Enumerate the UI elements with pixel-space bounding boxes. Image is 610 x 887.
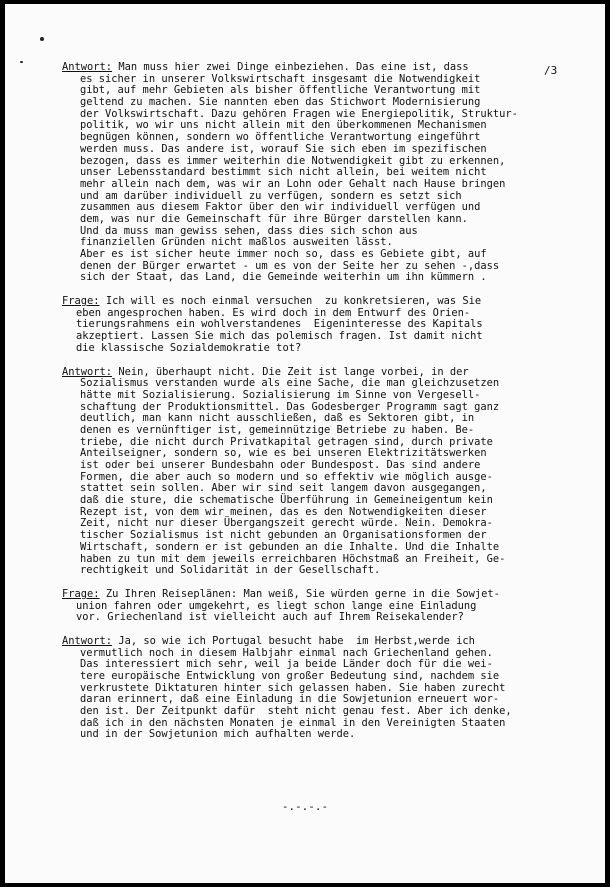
line-text: Zeit, nicht nur dieser Übergangszeit gerecht würde. Nein. Demokra-	[80, 517, 493, 530]
line-text: tere europäische Entwicklung von großer Bedeutung sind, nachdem sie	[80, 670, 500, 682]
line-text: triebe, die nicht durch Privatkapital getragen sind, durch private	[80, 435, 493, 448]
line-text: union fahren oder umgekehrt, es liegt schon lange eine Einladung	[76, 599, 477, 612]
line-text: Rezept ist, von dem wir meinen, das es den Notwendigkeiten dieser	[80, 505, 487, 518]
line-text: der Volkswirtschaft. Dazu gehören Fragen wie Energiepolitik, Struktur-	[80, 107, 518, 120]
line-text: begnügen können, sondern wo öffentliche Verantwortung eingeführt	[80, 131, 481, 144]
line-text: sich der Staat, das Land, die Gemeinde weiterhin um ihn kümmern .	[80, 271, 487, 284]
line-text: eben angesprochen haben. Es wird doch in dem Entwurf des Orien-	[76, 306, 471, 319]
line-text: es sicher in unserer Volkswirtschaft insgesamt die Notwendigkeit	[80, 72, 481, 85]
line-text: vor. Griechenland ist vielleicht auch auf Ihrem Reisekalender?	[76, 611, 464, 624]
line-text: tischer Sozialismus ist nicht gebunden an Organisationsformen der	[80, 529, 487, 542]
line-text: werden muss. Das andere ist, worauf Sie sich eben im spezifischen	[80, 142, 487, 155]
line-text: Das interessiert mich sehr, weil ja beide Länder doch für die wei-	[80, 658, 493, 671]
answer-block	[62, 62, 562, 284]
line-text: Sozialismus verstanden wurde als eine Sache, die man gleichzusetzen	[80, 377, 500, 390]
line-text: geltend zu machen. Sie nannten eben das Stichwort Modernisierung	[80, 96, 481, 109]
line-text: Ich will es noch einmal versuchen zu konkretsieren, was Sie	[105, 295, 482, 308]
line-text: bezogen, dass es immer weiterhin die Notwendigkeit gibt zu erkennen,	[80, 154, 506, 167]
line-text: gibt, auf mehr Gebieten als bisher öffentliche Verantwortung mit	[80, 84, 481, 97]
line-text: den ist. Der Zeitpunkt dafür steht nicht genau fest. Aber ich denke,	[80, 705, 512, 718]
line-text: ist oder bei unserer Bundesbahn oder Bundespost. Das sind andere	[80, 459, 481, 471]
speaker-label: Antwort:	[62, 61, 113, 73]
line-text: daran erinnert, daß eine Einladung in die Sowjetunion erneuert wor-	[80, 693, 500, 706]
text-line	[62, 612, 562, 624]
speaker-label: Frage:	[62, 587, 100, 600]
text-line	[62, 729, 562, 741]
scan-speck	[20, 61, 23, 63]
line-text: Anteilseigner, sondern so, wie es bei unseren Elektrizitätswerken	[80, 447, 487, 460]
page-number: /3	[544, 64, 558, 77]
line-text: und in der Sowjetunion mich aufhalten werde.	[80, 728, 356, 741]
line-text: zusammen aus diesem Faktor über den wir individuell verfügen und	[80, 201, 481, 214]
end-mark: -.-.-.-	[281, 800, 329, 813]
line-text: politik, wo wir uns nicht allein mit den überkommenen Mechanismen	[80, 119, 487, 132]
question-block	[62, 296, 562, 354]
scan-speck	[40, 37, 44, 41]
answer-block	[62, 636, 562, 741]
speaker-label: Antwort:	[62, 634, 113, 647]
text-line	[62, 272, 562, 284]
line-text: Aber es ist sicher heute immer noch so, dass es Gebiete gibt, auf	[80, 248, 487, 260]
line-text: daß die sture, die schematische Überführung in Gemeineigentum kein	[80, 494, 493, 507]
line-text: mehr allein nach dem, was wir an Lohn oder Gehalt nach Hause bringen	[80, 177, 506, 190]
line-text: schaftung der Produktionsmittel. Das Godesberger Programm sagt ganz	[80, 400, 500, 413]
line-text: rechtigkeit und Solidarität in der Gesellschaft.	[80, 564, 381, 577]
line-text: dem, was nur die Gemeinschaft für ihre Bürger darstellen kann.	[80, 212, 468, 225]
text-line	[62, 343, 562, 355]
line-text: denen es vernünftiger ist, gemeinnützige Betriebe zu haben. Be-	[80, 423, 475, 436]
interview-transcript	[62, 62, 562, 753]
speaker-label: Frage:	[62, 295, 100, 308]
speaker-label: Antwort:	[62, 365, 113, 378]
answer-block	[62, 367, 562, 577]
line-text: vermutlich noch in diesem Halbjahr einmal nach Griechenland gehen.	[80, 646, 493, 659]
line-text: deutlich, man kann nicht ausschließen, daß es Sektoren gibt, in	[80, 412, 475, 425]
line-text: Und da muss man gewiss sehen, dass dies sich schon aus	[80, 224, 418, 237]
line-text: stattet sein sollen. Aber wir sind seit langem davon ausgegangen,	[80, 482, 487, 495]
line-text: verkrustete Diktaturen hinter sich gelassen haben. Sie haben zurecht	[80, 681, 506, 694]
line-text: daß ich in den nächsten Monaten je einmal in den Vereinigten Staaten	[80, 716, 506, 729]
text-line	[62, 565, 562, 577]
line-text: denen der Bürger erwartet - um es von der Seite her zu sehen -,dass	[80, 259, 500, 272]
line-text: und am darüber individuell zu verfügen, sondern es setzt sich	[80, 189, 462, 202]
line-text: unser Lebensstandard bestimmt sich nicht allein, bei weitem nicht	[80, 166, 487, 179]
question-block	[62, 589, 562, 624]
line-text: akzeptiert. Lassen Sie mich das polemisch fragen. Ist damit nicht	[76, 330, 483, 343]
line-text: Wirtschaft, sondern er ist gebunden an die Inhalte. Und die Inhalte	[80, 540, 500, 553]
line-text: Man muss hier zwei Dinge einbeziehen. Das eine ist, dass	[118, 61, 469, 73]
line-text: hätte mit Sozialisierung. Sozialisierung im Sinne von Vergesell-	[80, 388, 481, 401]
line-text: tierungsrahmens ein wohlverstandenes Eigeninteresse des Kapitals	[76, 318, 483, 331]
line-text: Zu Ihren Reiseplänen: Man weiß, Sie würden gerne in die Sowjet-	[105, 587, 500, 600]
line-text: Nein, überhaupt nicht. Die Zeit ist lange vorbei, in der	[118, 365, 469, 378]
line-text: finanziellen Gründen nicht maßlos ausweiten lässt.	[80, 236, 393, 249]
line-text: die klassische Sozialdemokratie tot?	[76, 341, 302, 354]
line-text: Formen, die aber auch so modern und so effektiv wie möglich ausge-	[80, 470, 493, 483]
line-text: Ja, so wie ich Portugal besucht habe im Herbst,werde ich	[118, 634, 475, 647]
line-text: haben zu tun mit dem jeweils erreichbaren Höchstmaß an Freiheit, Ge-	[80, 552, 506, 565]
